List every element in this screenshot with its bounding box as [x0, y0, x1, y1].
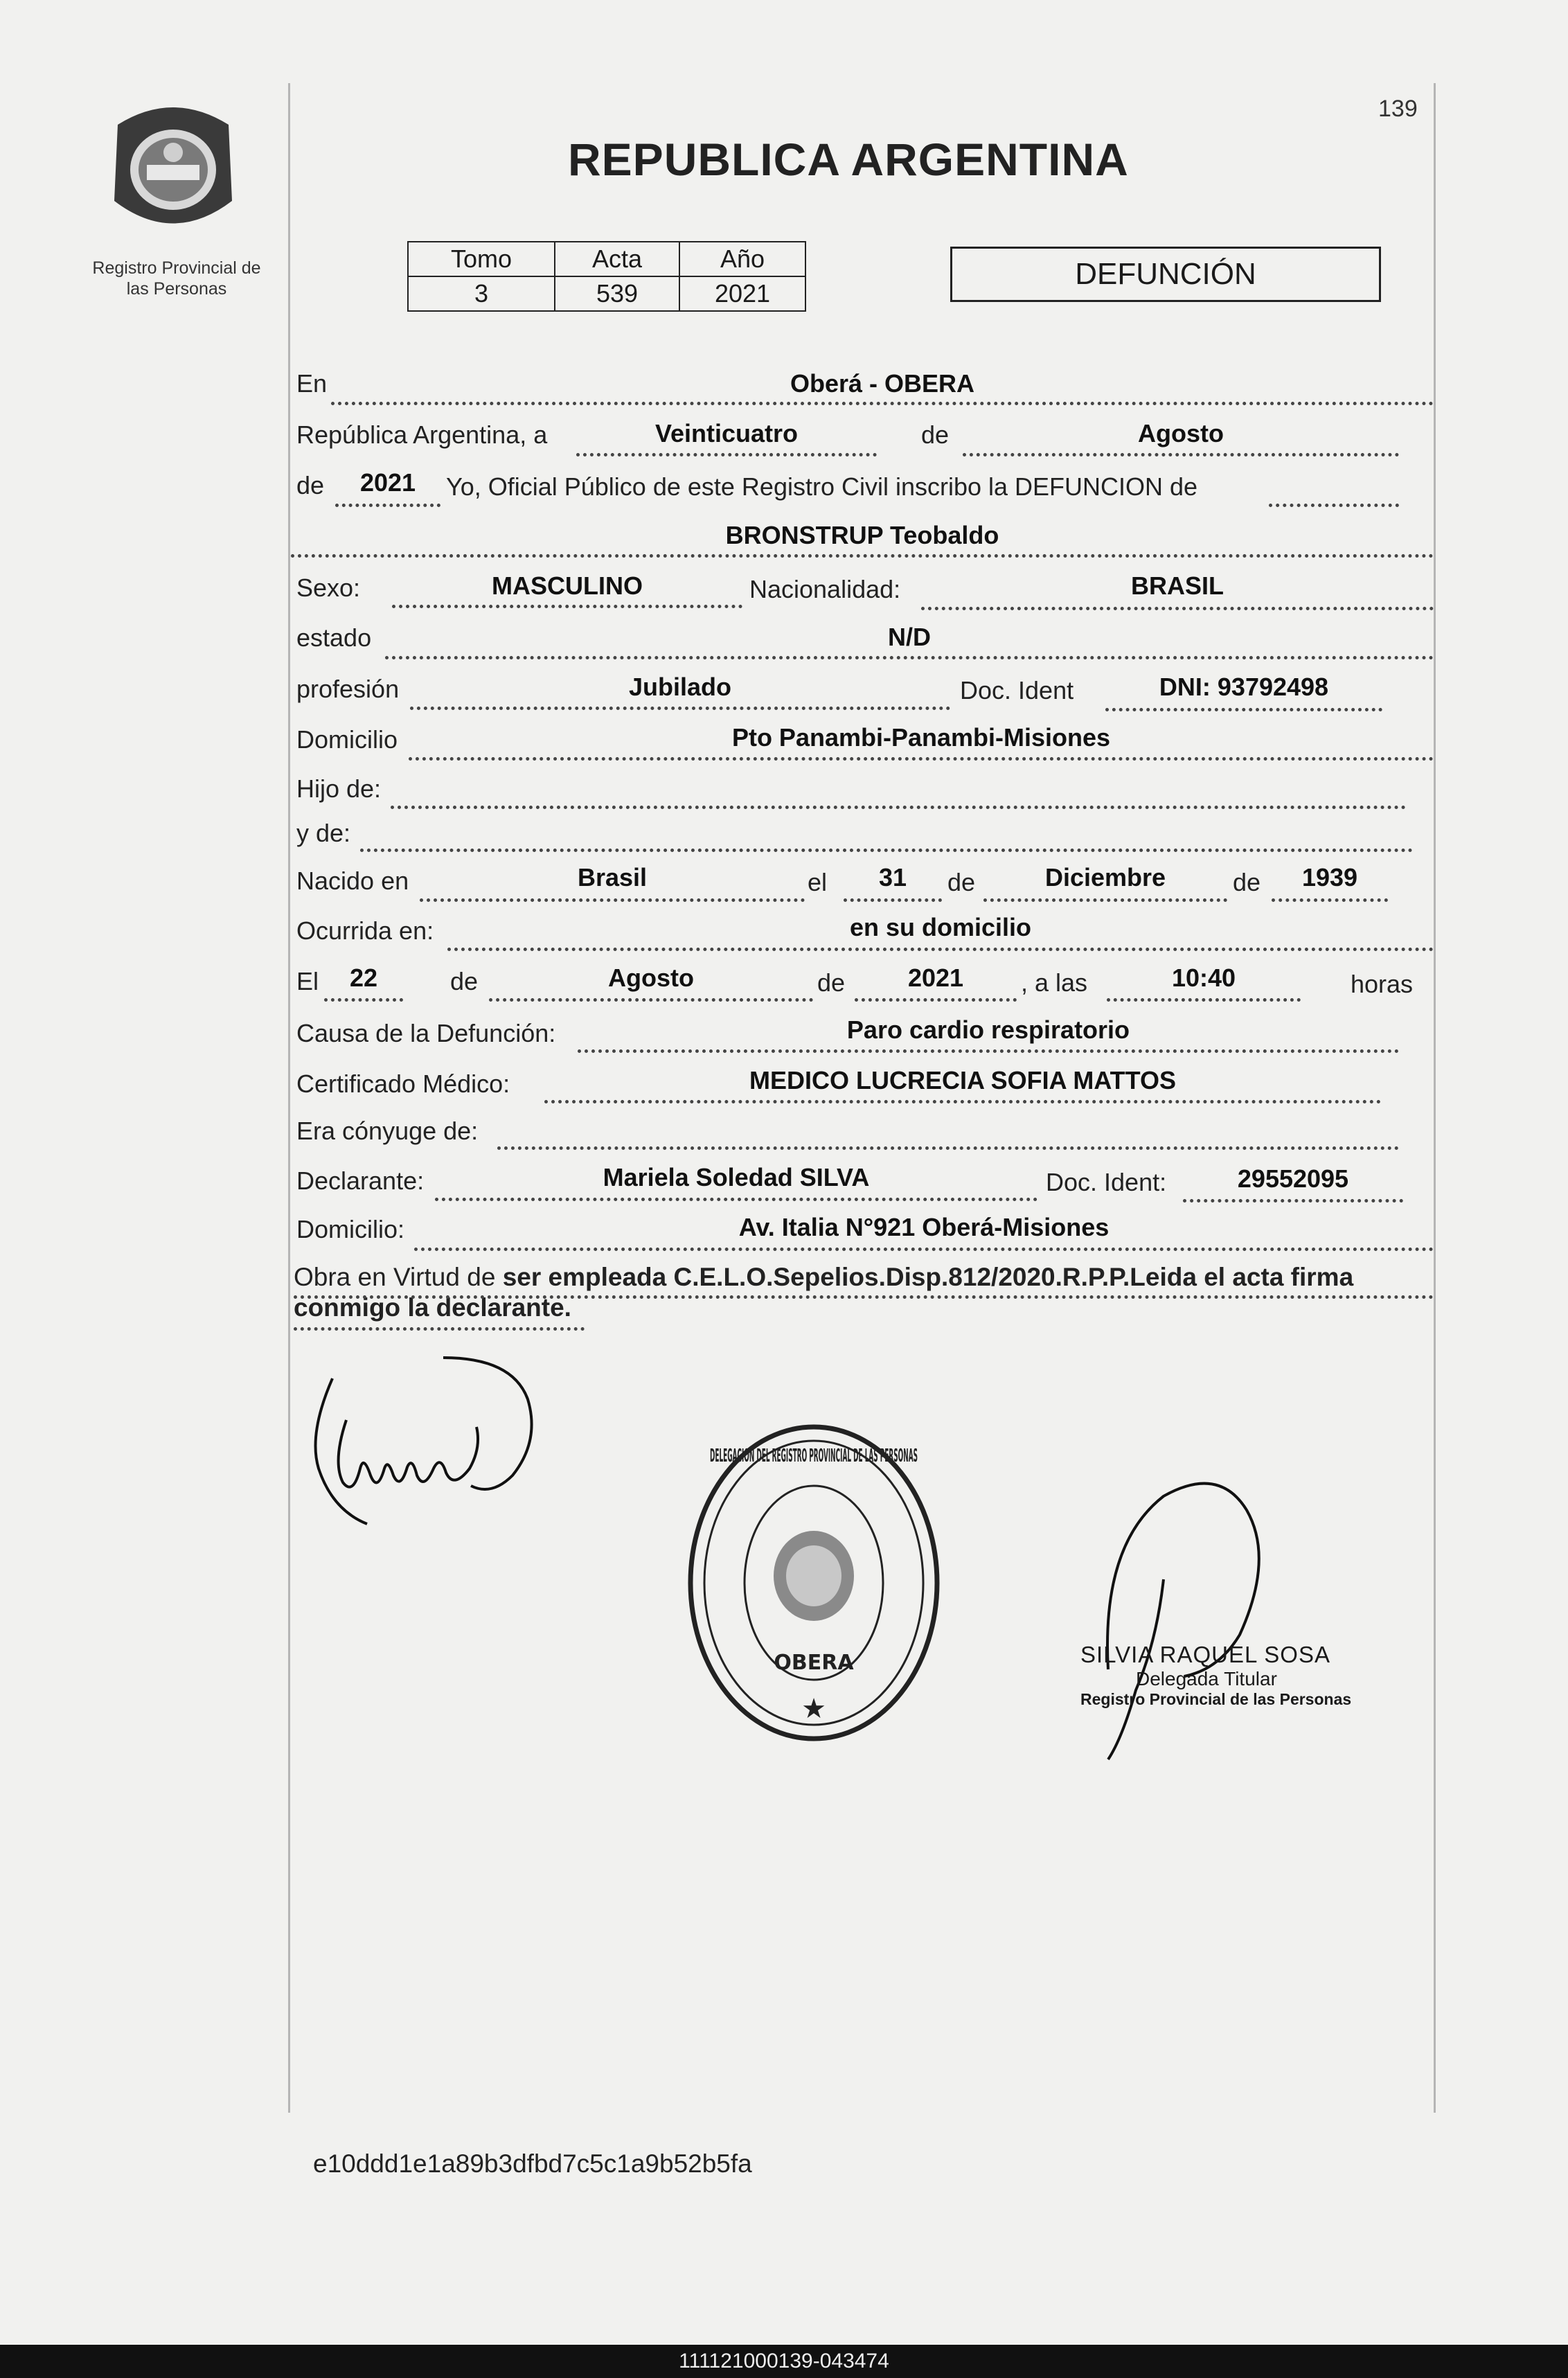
- official-role: Delegada Titular: [1136, 1668, 1277, 1689]
- label-estado: estado: [296, 623, 372, 652]
- dots-declarante-domicilio: [414, 1248, 1434, 1251]
- dots-fallec-mes: [489, 998, 813, 1002]
- label-ocurrida-en: Ocurrida en:: [296, 916, 434, 945]
- field-nombre: BRONSTRUP Teobaldo: [725, 521, 999, 549]
- dots-fallec-dia: [324, 998, 403, 1002]
- field-nacido-mes: Diciembre: [1044, 863, 1166, 891]
- field-declarante-doc: 29552095: [1237, 1164, 1349, 1193]
- dots-declarante-doc: [1183, 1199, 1403, 1203]
- official-name: SILVIA RAQUEL SOSA: [1080, 1642, 1330, 1667]
- field-documento: DNI: 93792498: [1159, 673, 1329, 701]
- label-certificado: Certificado Médico:: [296, 1070, 510, 1098]
- label-hijo-de: Hijo de:: [296, 774, 382, 803]
- dots-nacido-anio: [1272, 898, 1388, 902]
- label-en: En: [296, 369, 328, 398]
- field-nacionalidad: BRASIL: [1131, 571, 1224, 600]
- registry-table-values: [408, 276, 805, 311]
- page-number: 139: [1378, 96, 1418, 122]
- field-lugar: Oberá - OBERA: [790, 369, 975, 398]
- table-value-anio: 2021: [679, 276, 805, 311]
- label-el: el: [808, 868, 828, 896]
- field-fallec-anio: 2021: [907, 964, 964, 992]
- label-de-2: de: [296, 471, 325, 499]
- label-doc-ident: Doc. Ident: [960, 676, 1074, 704]
- field-declarante: Mariela Soledad SILVA: [603, 1163, 870, 1191]
- official-signature: [1080, 1462, 1316, 1766]
- stamp-inner-text: OBERA: [774, 1651, 854, 1675]
- field-sexo: MASCULINO: [492, 571, 643, 600]
- field-fallec-mes: Agosto: [608, 964, 694, 992]
- table-value-tomo: 3: [408, 276, 555, 311]
- label-de-3: de: [947, 868, 976, 896]
- left-margin-line: [288, 83, 290, 2113]
- dots-dia: [576, 453, 877, 456]
- label-republica: República Argentina, a: [296, 420, 548, 449]
- dots-fallec-anio: [855, 998, 1017, 1002]
- observaciones: [294, 1262, 1436, 1323]
- field-mes: Agosto: [1138, 419, 1224, 447]
- field-dia: Veinticuatro: [654, 419, 799, 447]
- dots-nombre: [291, 554, 1434, 558]
- dots-causa: [578, 1049, 1399, 1053]
- dots-ocurrida-en: [447, 948, 1434, 951]
- label-inscribo: Yo, Oficial Público de este Registro Civil inscribo la DEFUNCION de: [446, 472, 1198, 501]
- dots-domicilio: [409, 757, 1434, 761]
- field-fallec-dia: 22: [349, 964, 378, 992]
- label-de-1: de: [921, 420, 950, 449]
- label-conyuge: Era cónyuge de:: [296, 1117, 479, 1145]
- table-header-acta: Acta: [555, 242, 679, 276]
- dots-lugar: [331, 402, 1434, 405]
- registry-stamp: [682, 1420, 945, 1746]
- label-de-5: de: [450, 967, 479, 995]
- label-declarante: Declarante:: [296, 1166, 425, 1195]
- label-el-cap: El: [296, 967, 319, 995]
- dots-hora: [1107, 998, 1301, 1002]
- label-sexo: Sexo:: [296, 574, 361, 602]
- dots-nacido-mes: [983, 898, 1227, 902]
- label-domicilio-declarante: Domicilio:: [296, 1215, 405, 1243]
- official-org: Registro Provincial de las Personas: [1080, 1690, 1352, 1708]
- emblem-label: [76, 258, 277, 299]
- registry-line2: las Personas: [126, 279, 227, 299]
- label-y-de: y de:: [296, 819, 351, 847]
- dots-sexo: [392, 605, 742, 608]
- field-hora: 10:40: [1171, 964, 1236, 992]
- field-nacido-en: Brasil: [577, 863, 648, 891]
- label-obra-en: Obra en Virtud de: [294, 1263, 496, 1291]
- dots-y-de: [360, 849, 1413, 852]
- dots-declarante: [435, 1198, 1037, 1201]
- dots-profesion: [410, 707, 950, 710]
- province-emblem: [104, 97, 242, 242]
- dots-obra-2: [294, 1327, 585, 1331]
- dots-documento: [1105, 708, 1382, 711]
- svg-text:★: ★: [801, 1693, 826, 1725]
- field-estado: N/D: [888, 623, 931, 651]
- label-doc-ident-2: Doc. Ident:: [1046, 1168, 1167, 1196]
- document-type-box: DEFUNCIÓN: [950, 247, 1381, 302]
- page-title: REPUBLICA ARGENTINA: [568, 134, 1129, 185]
- registry-table: [407, 241, 806, 312]
- field-domicilio: Pto Panambi-Panambi-Misiones: [731, 723, 1111, 752]
- dots-certificado: [544, 1100, 1381, 1103]
- dots-anio: [335, 504, 440, 507]
- label-horas: horas: [1351, 970, 1414, 998]
- dots-obra-1: [294, 1295, 1434, 1299]
- field-declarante-domicilio: Av. Italia N°921 Oberá-Misiones: [738, 1213, 1110, 1241]
- stamp-outer-text: DELEGACION DEL REGISTRO PROVINCIAL DE LAS PERSONAS: [710, 1446, 918, 1466]
- label-domicilio: Domicilio: [296, 725, 398, 754]
- dots-hijo-de: [391, 806, 1406, 809]
- table-header-anio: Año: [679, 242, 805, 276]
- label-a-las: , a las: [1021, 968, 1088, 997]
- label-causa: Causa de la Defunción:: [296, 1019, 556, 1047]
- field-anio: 2021: [359, 468, 416, 497]
- document-hash: e10ddd1e1a89b3dfbd7c5c1a9b52b5fa: [313, 2149, 752, 2178]
- field-certificado: MEDICO LUCRECIA SOFIA MATTOS: [749, 1066, 1176, 1094]
- table-header-tomo: Tomo: [408, 242, 555, 276]
- label-de-6: de: [817, 968, 846, 997]
- registry-table-header: [408, 242, 805, 276]
- right-margin-line: [1434, 83, 1436, 2113]
- dots-nacido-dia: [844, 898, 942, 902]
- dots-nacionalidad: [921, 607, 1434, 610]
- dots-conyuge: [497, 1146, 1399, 1150]
- dots-mes: [963, 453, 1399, 456]
- label-nacionalidad: Nacionalidad:: [749, 575, 901, 603]
- field-causa: Paro cardio respiratorio: [846, 1015, 1130, 1044]
- field-ocurrida-en: en su domicilio: [849, 913, 1032, 941]
- field-observaciones: ser empleada C.E.L.O.Sepelios.Disp.812/2020.R.P.P.Leida el acta firma conmigo la declarante.: [294, 1263, 1354, 1322]
- declarant-signature: [305, 1337, 540, 1538]
- label-profesion: profesión: [296, 675, 400, 703]
- registry-line1: Registro Provincial de: [92, 258, 261, 278]
- label-nacido-en: Nacido en: [296, 867, 409, 895]
- label-de-4: de: [1233, 868, 1261, 896]
- field-nacido-dia: 31: [878, 863, 907, 891]
- field-nacido-anio: 1939: [1301, 863, 1358, 891]
- table-value-acta: 539: [555, 276, 679, 311]
- footer-id: 111121000139-043474: [0, 2345, 1568, 2378]
- official-block: [1080, 1642, 1406, 1709]
- dots-estado: [385, 656, 1434, 659]
- field-profesion: Jubilado: [628, 673, 731, 701]
- dots-nacido-en: [420, 898, 805, 902]
- dots-inscribo-end: [1269, 504, 1399, 507]
